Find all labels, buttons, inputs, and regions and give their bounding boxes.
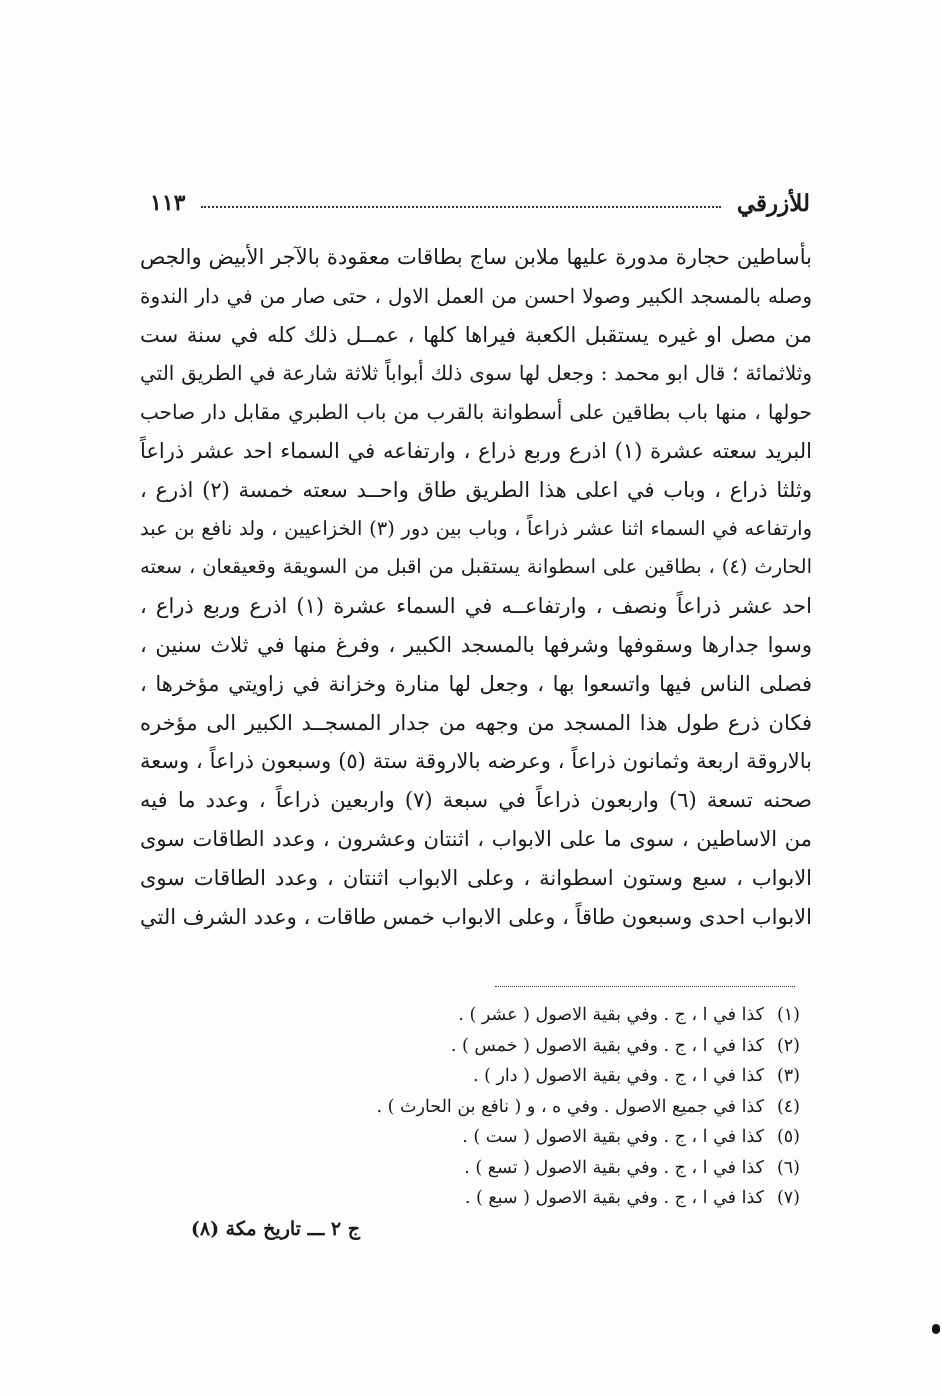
page-footer: ج ٢ ـــ تاريخ مكة (٨) xyxy=(190,1218,360,1240)
text-line: بالاروقة اربعة وثمانون ذراعاً ، وعرضه بالاروقة ستة (٥) وسبعون ذراعاً ، وسعة xyxy=(140,749,812,774)
text-line: من الاساطين ، سوى ما على الابواب ، اثنتان وعشرون ، وعدد الطاقات سوى xyxy=(140,826,812,851)
footnote xyxy=(330,1153,800,1184)
header-dotted-leader xyxy=(201,206,720,208)
main-text xyxy=(140,238,812,936)
footnote xyxy=(330,1000,800,1031)
text-line: بأساطين حجارة مدورة عليها ملابن ساج بطاقات معقودة بالآجر الأبيض والجص xyxy=(140,245,812,269)
footnote xyxy=(330,1031,800,1062)
text-line: البريد سعته عشرة (١) اذرع وربع ذراع ، وارتفاعه في السماء احد عشر ذراعاً xyxy=(140,438,812,463)
running-title: للأزرقي xyxy=(736,189,810,217)
footnote xyxy=(330,1061,800,1092)
footnotes xyxy=(330,1000,800,1214)
footnote-number: (٥) xyxy=(776,1127,800,1147)
footnote-number: (٤) xyxy=(776,1096,800,1117)
footnote-number: (٦) xyxy=(776,1157,800,1178)
footnote-number: (٣) xyxy=(776,1066,800,1086)
footnote-text: كذا في ا ، ج . وفي بقية الاصول ( خمس ) . xyxy=(450,1035,764,1056)
running-header xyxy=(150,186,810,220)
text-line: فكان ذرع طول هذا المسجد من وجهه من جدار المسجــد الكبير الى مؤخره xyxy=(140,710,812,735)
text-line: حولها ، منها باب بطاقين على أسطوانة بالقرب من باب الطبري مقابل دار صاحب xyxy=(140,400,812,425)
footnote-text: كذا في ا ، ج . وفي بقية الاصول ( سبع ) . xyxy=(464,1188,764,1208)
footnote-text: كذا في ا ، ج . وفي بقية الاصول ( تسع ) . xyxy=(464,1157,764,1178)
footnote xyxy=(330,1183,800,1214)
text-line: فصلى الناس فيها واتسعوا بها ، وجعل لها منارة وخزانة في زاويتي مؤخرها ، xyxy=(140,671,812,696)
footnote-text: كذا في ا ، ج . وفي بقية الاصول ( دار ) . xyxy=(472,1066,764,1086)
text-line: وثلثا ذراع ، وباب في اعلى هذا الطريق طاق واحــد سعته خمسة (٢) اذرع ، xyxy=(140,477,812,502)
text-line: الحارث (٤) ، بطاقين على اسطوانة يستقبل من اقبل من السويقة وقعيقعان ، سعته xyxy=(140,555,812,579)
text-line: الابواب احدى وسبعون طاقاً ، وعلى الابواب خمس طاقات ، وعدد الشرف التي xyxy=(140,904,812,929)
footnote-number: (٢) xyxy=(776,1035,800,1056)
footnote-text: كذا في ا ، ج . وفي بقية الاصول ( ست ) . xyxy=(462,1127,764,1147)
scan-mark xyxy=(932,1324,940,1334)
footnote-text: كذا في ا ، ج . وفي بقية الاصول ( عشر ) . xyxy=(458,1005,764,1025)
text-line: الابواب ، سبع وستون اسطوانة ، وعلى الابواب اثنتان ، وعدد الطاقات سوى xyxy=(140,865,812,890)
footnote xyxy=(330,1122,800,1153)
text-line: وسوا جدارها وسقوفها وشرفها بالمسجد الكبير ، وفرغ منها في ثلاث سنين ، xyxy=(140,632,812,657)
footnote-text: كذا في جميع الاصول . وفي ه ، و ( نافع بن الحارث ) . xyxy=(376,1096,764,1117)
text-line: وثلاثمائة ؛ قال ابو محمد : وجعل لها سوى ذلك أبواباً ثلاثة شارعة في الطريق التي xyxy=(140,361,812,386)
footnote xyxy=(330,1092,800,1123)
footnote-number: (٧) xyxy=(776,1188,800,1208)
text-line: من مصل او غيره يستقبل الكعبة فيراها كلها ، عمــل ذلك كله في سنة ست xyxy=(140,322,812,347)
text-line: وصله بالمسجد الكبير وصولا احسن من العمل الاول ، حتى صار من في دار الندوة xyxy=(140,283,812,308)
text-line: صحنه تسعة (٦) واربعون ذراعاً في سبعة (٧) واربعين ذراعاً ، وعدد ما فيه xyxy=(140,788,812,813)
text-line: احد عشر ذراعاً ونصف ، وارتفاعــه في السماء عشرة (١) اذرع وربع ذراع ، xyxy=(140,594,812,619)
footnote-separator xyxy=(495,986,795,987)
text-line: وارتفاعه في السماء اثنا عشر ذراعاً ، وباب بين دور (٣) الخزاعيين ، ولد نافع بن عبد xyxy=(140,516,812,540)
page-number: ١١٣ xyxy=(150,190,186,216)
footnote-number: (١) xyxy=(776,1005,800,1025)
